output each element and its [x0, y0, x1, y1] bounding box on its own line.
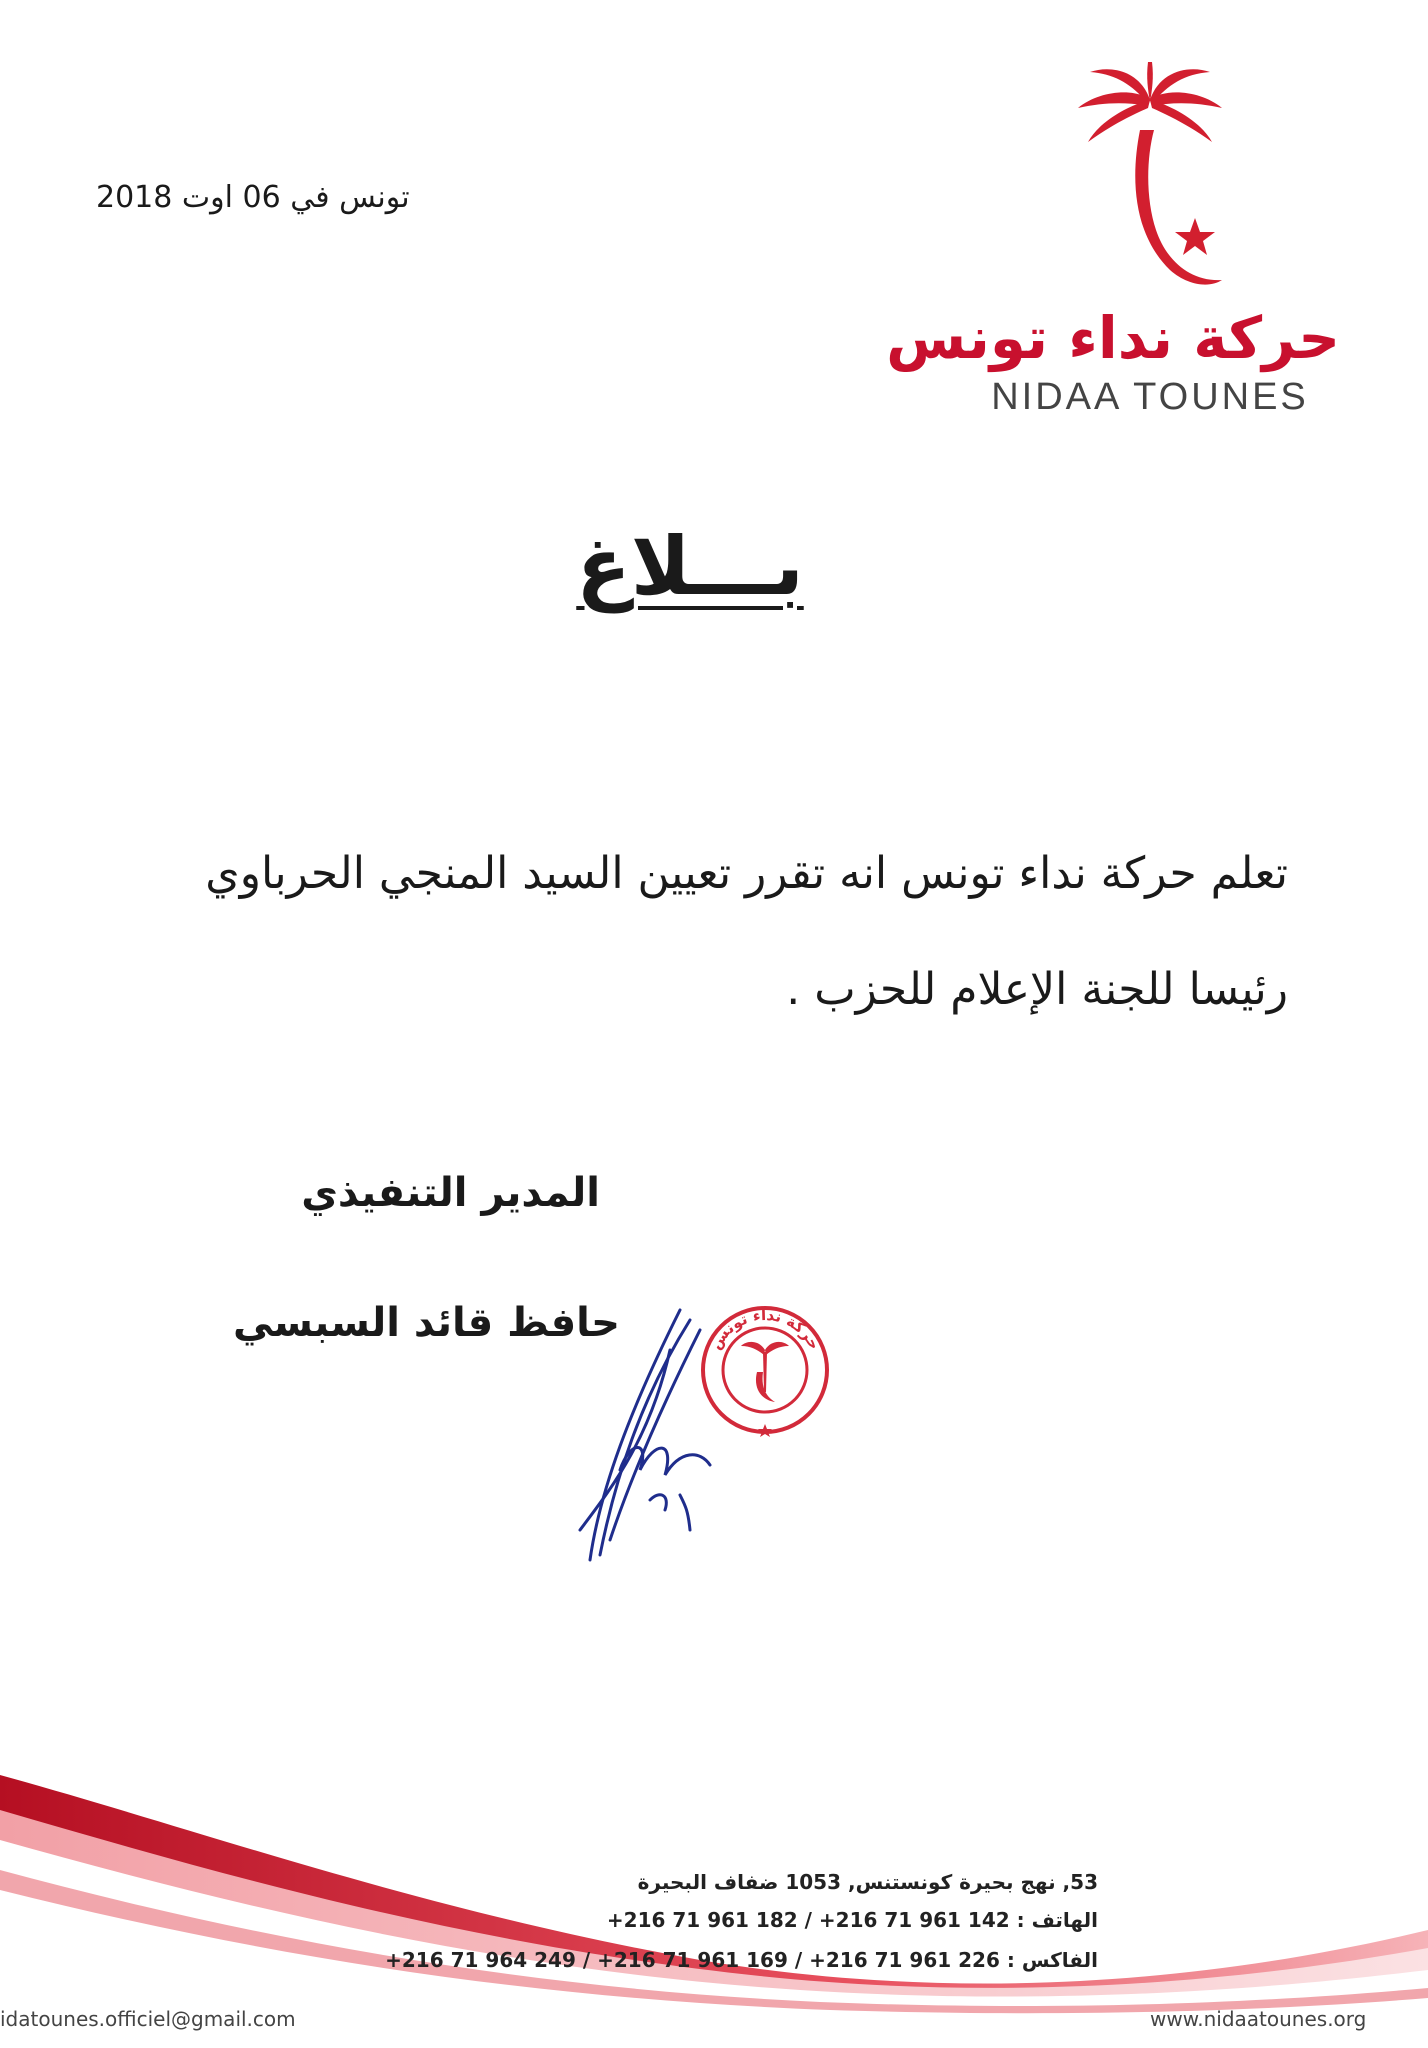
- seal-text: حركة نداء تونس: [706, 1305, 824, 1353]
- official-seal: [695, 1300, 835, 1440]
- footer-phone: الهاتف : 142 961 71 216+ / 182 961 71 216+: [606, 1908, 1098, 1932]
- logo-arabic-name: حركة نداء تونس: [886, 304, 1340, 372]
- footer-email: idatounes.officiel@gmail.com: [0, 2007, 296, 2031]
- body-line-1: تعلم حركة نداء تونس انه تقرر تعيين السيد المنجي الحرباوي: [205, 848, 1288, 899]
- party-logo: [886, 60, 1340, 430]
- footer-website: www.nidaatounes.org: [1150, 2007, 1367, 2031]
- logo-english-name: NIDAA TOUNES: [991, 376, 1309, 418]
- signatory-name: حافظ قائد السبسي: [233, 1300, 620, 1346]
- date-line: تونس في 06 اوت 2018: [96, 180, 410, 215]
- signatory-title: المدير التنفيذي: [301, 1170, 600, 1216]
- document-title: بـــلاغ: [576, 520, 804, 613]
- body-line-2: رئيسا للجنة الإعلام للحزب .: [786, 964, 1288, 1015]
- palm-crescent-star-icon: [1070, 60, 1230, 300]
- footer-fax: الفاكس : 226 961 71 216+ / 169 961 71 216+ / 249 964 71 216+: [385, 1948, 1098, 1972]
- footer-address: 53, نهج بحيرة كونستنس, 1053 ضفاف البحيرة: [637, 1870, 1098, 1894]
